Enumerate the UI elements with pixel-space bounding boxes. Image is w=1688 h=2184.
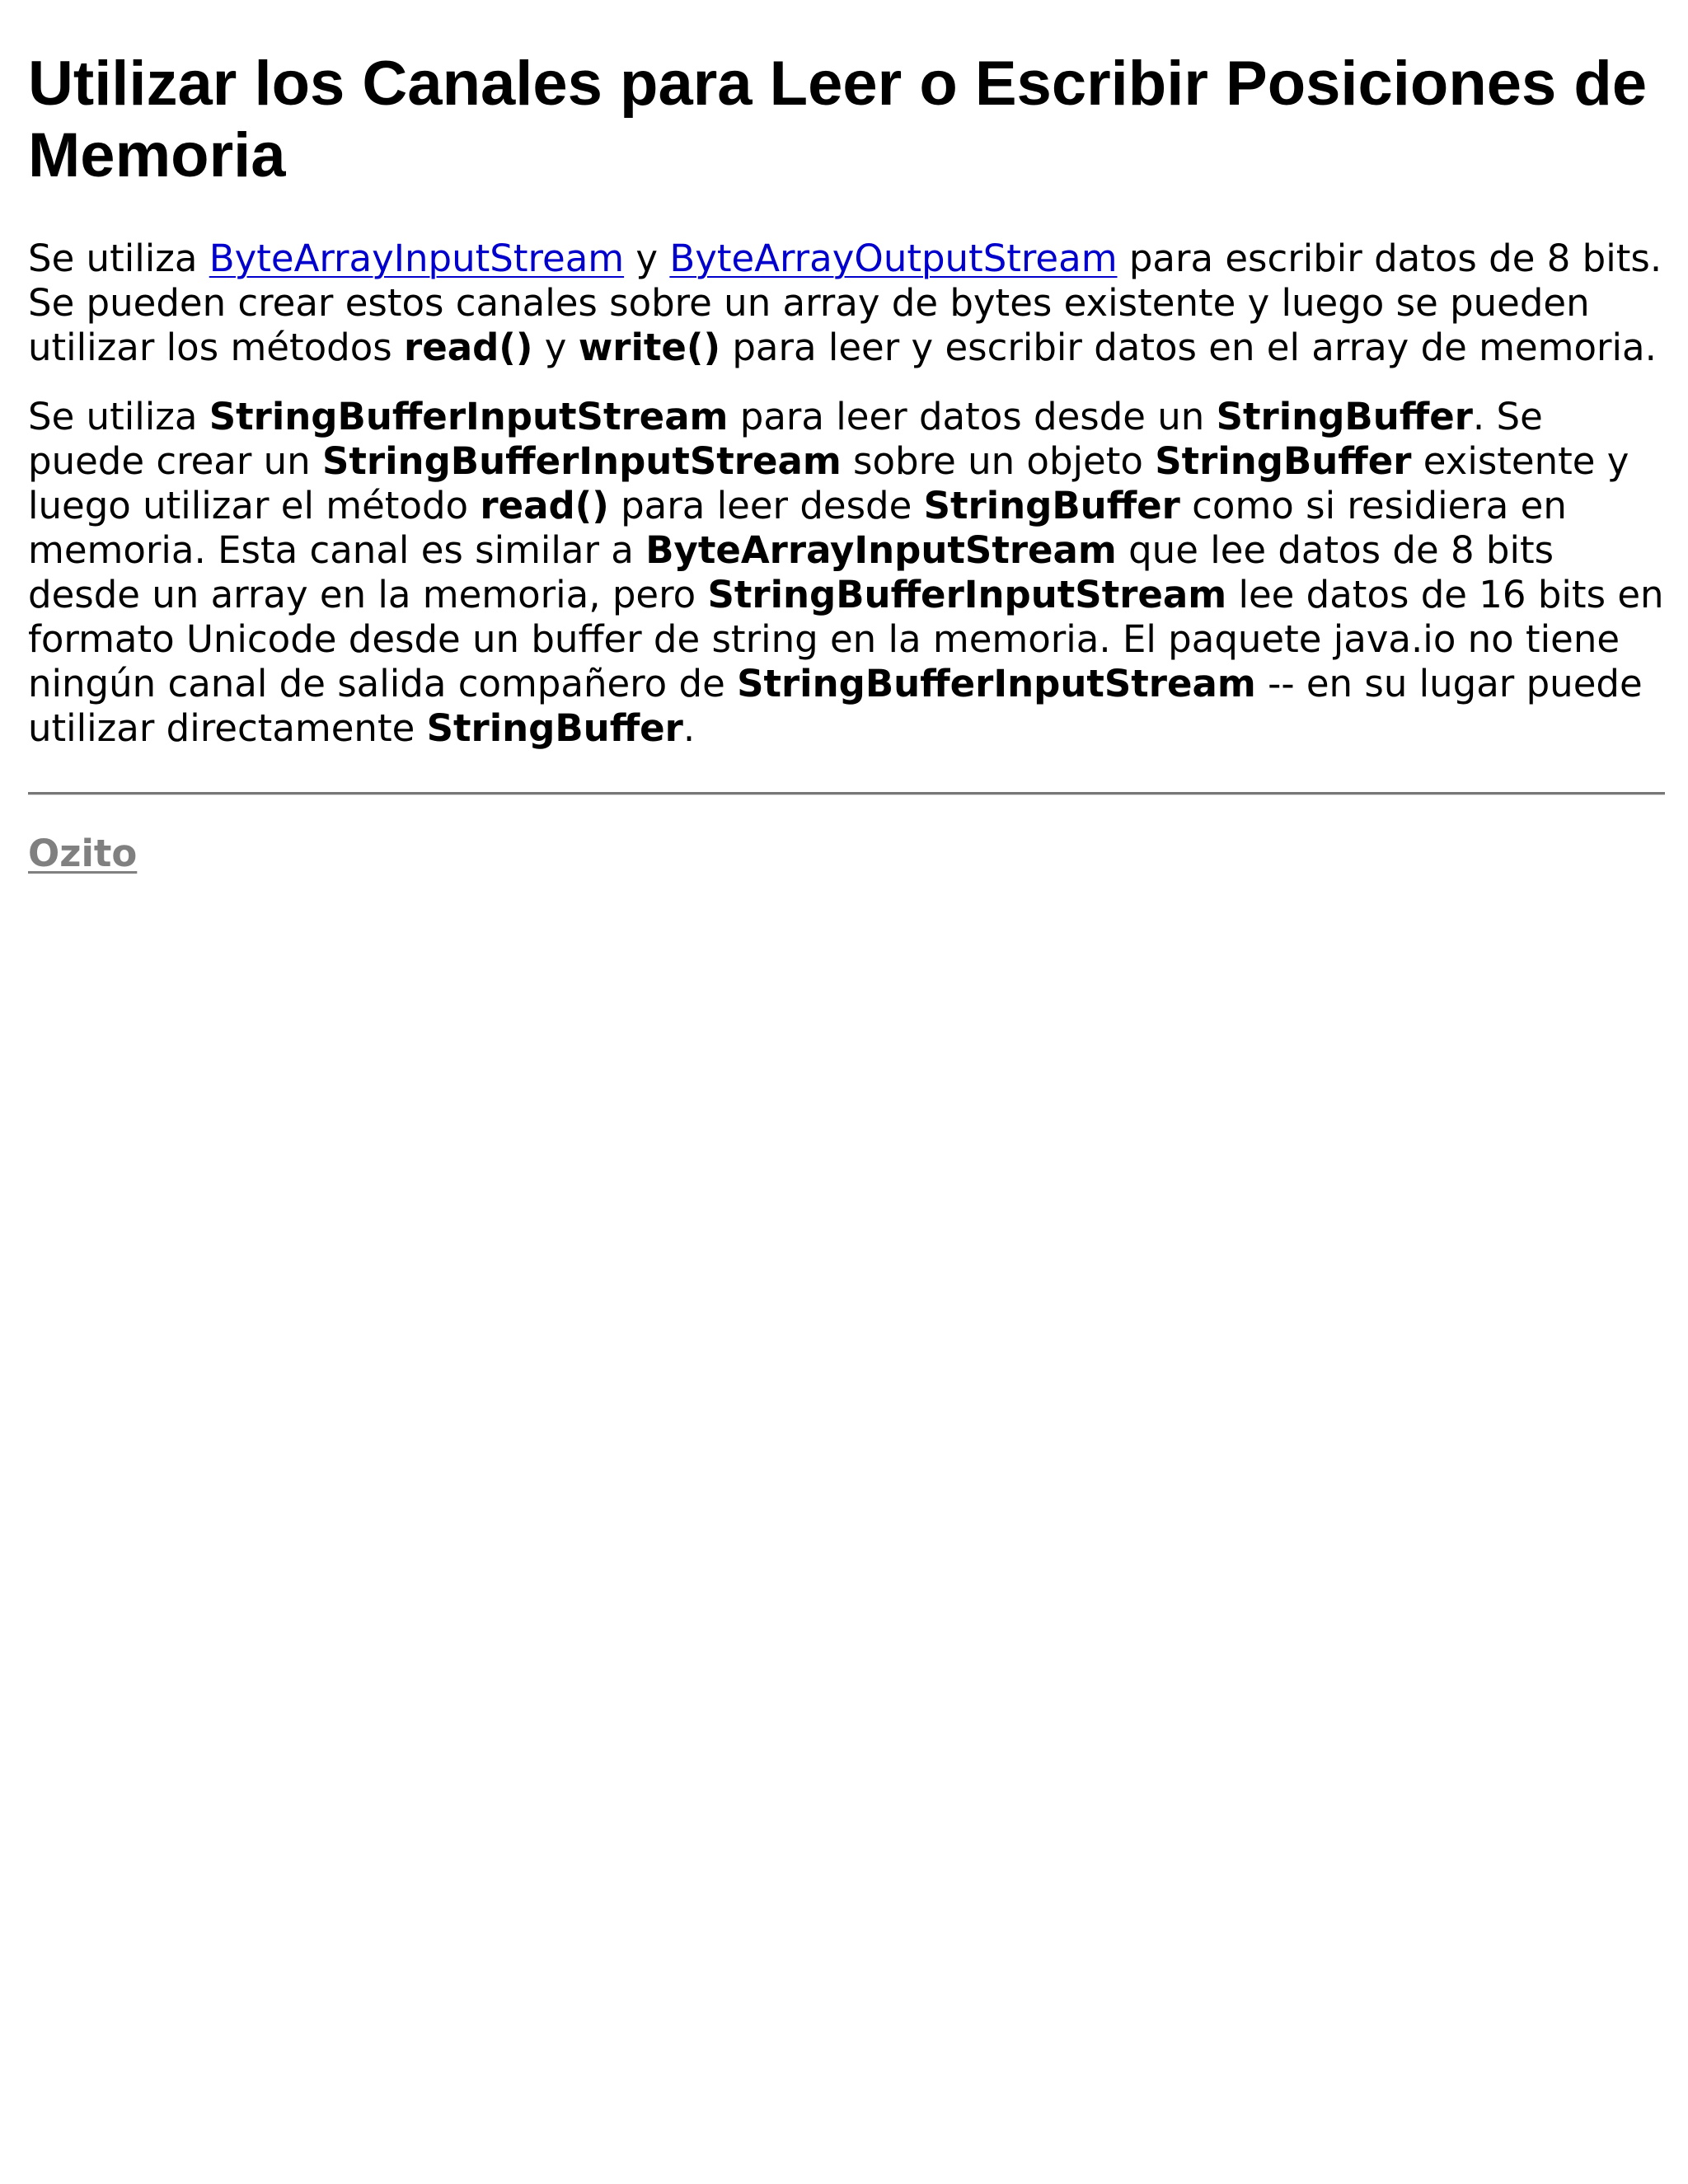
text: sobre un objeto <box>841 439 1156 483</box>
term: StringBuffer <box>426 706 683 750</box>
text: lee datos de 16 bits en formato Unicode desde un buffer de string en la memoria. El paquete java.io no tiene ningún canal de salida compañero de <box>28 573 1664 705</box>
text: que lee datos de 8 bits desde un array en la memoria, pero <box>28 528 1554 616</box>
text: y <box>624 237 670 280</box>
page-content <box>28 48 1665 876</box>
term: StringBufferInputStream <box>209 395 729 438</box>
text: para leer y escribir datos en el array de memoria. <box>720 326 1657 369</box>
paragraph-bytearray <box>28 237 1665 370</box>
term: StringBuffer <box>923 484 1180 527</box>
text: Se utiliza <box>28 237 209 280</box>
text: . Se puede crear un <box>28 395 1543 483</box>
term: ByteArrayInputStream <box>645 528 1117 572</box>
page-title: Utilizar los Canales para Leer o Escribir Posiciones de Memoria <box>28 49 1648 190</box>
text: para leer datos desde un <box>728 395 1217 438</box>
term: StringBufferInputStream <box>322 439 842 483</box>
bytearrayinputstream-link[interactable]: ByteArrayInputStream <box>209 237 625 280</box>
paragraph-stringbuffer <box>28 395 1665 751</box>
term: StringBuffer <box>1216 395 1473 438</box>
text: como si residiera en memoria. Esta canal es similar a <box>28 484 1567 572</box>
divider <box>28 792 1665 795</box>
text: Se utiliza <box>28 395 209 438</box>
text: y <box>532 326 579 369</box>
bytearrayoutputstream-link[interactable]: ByteArrayOutputStream <box>669 237 1118 280</box>
term: StringBuffer <box>1155 439 1412 483</box>
method-read: read() <box>404 326 533 369</box>
text: para leer desde <box>608 484 924 527</box>
ozito-link[interactable]: Ozito <box>28 832 138 875</box>
term: StringBufferInputStream <box>737 662 1256 705</box>
text: para escribir datos de 8 bits. Se pueden crear estos canales sobre un array de bytes existente y luego se pueden utilizar los métodos <box>28 237 1662 369</box>
text: -- en su lugar puede utilizar directamente <box>28 662 1643 750</box>
text: . <box>682 706 696 750</box>
method-write: write() <box>578 326 721 369</box>
term: StringBufferInputStream <box>707 573 1227 616</box>
term: read() <box>480 484 609 527</box>
text: existente y luego utilizar el método <box>28 439 1629 527</box>
